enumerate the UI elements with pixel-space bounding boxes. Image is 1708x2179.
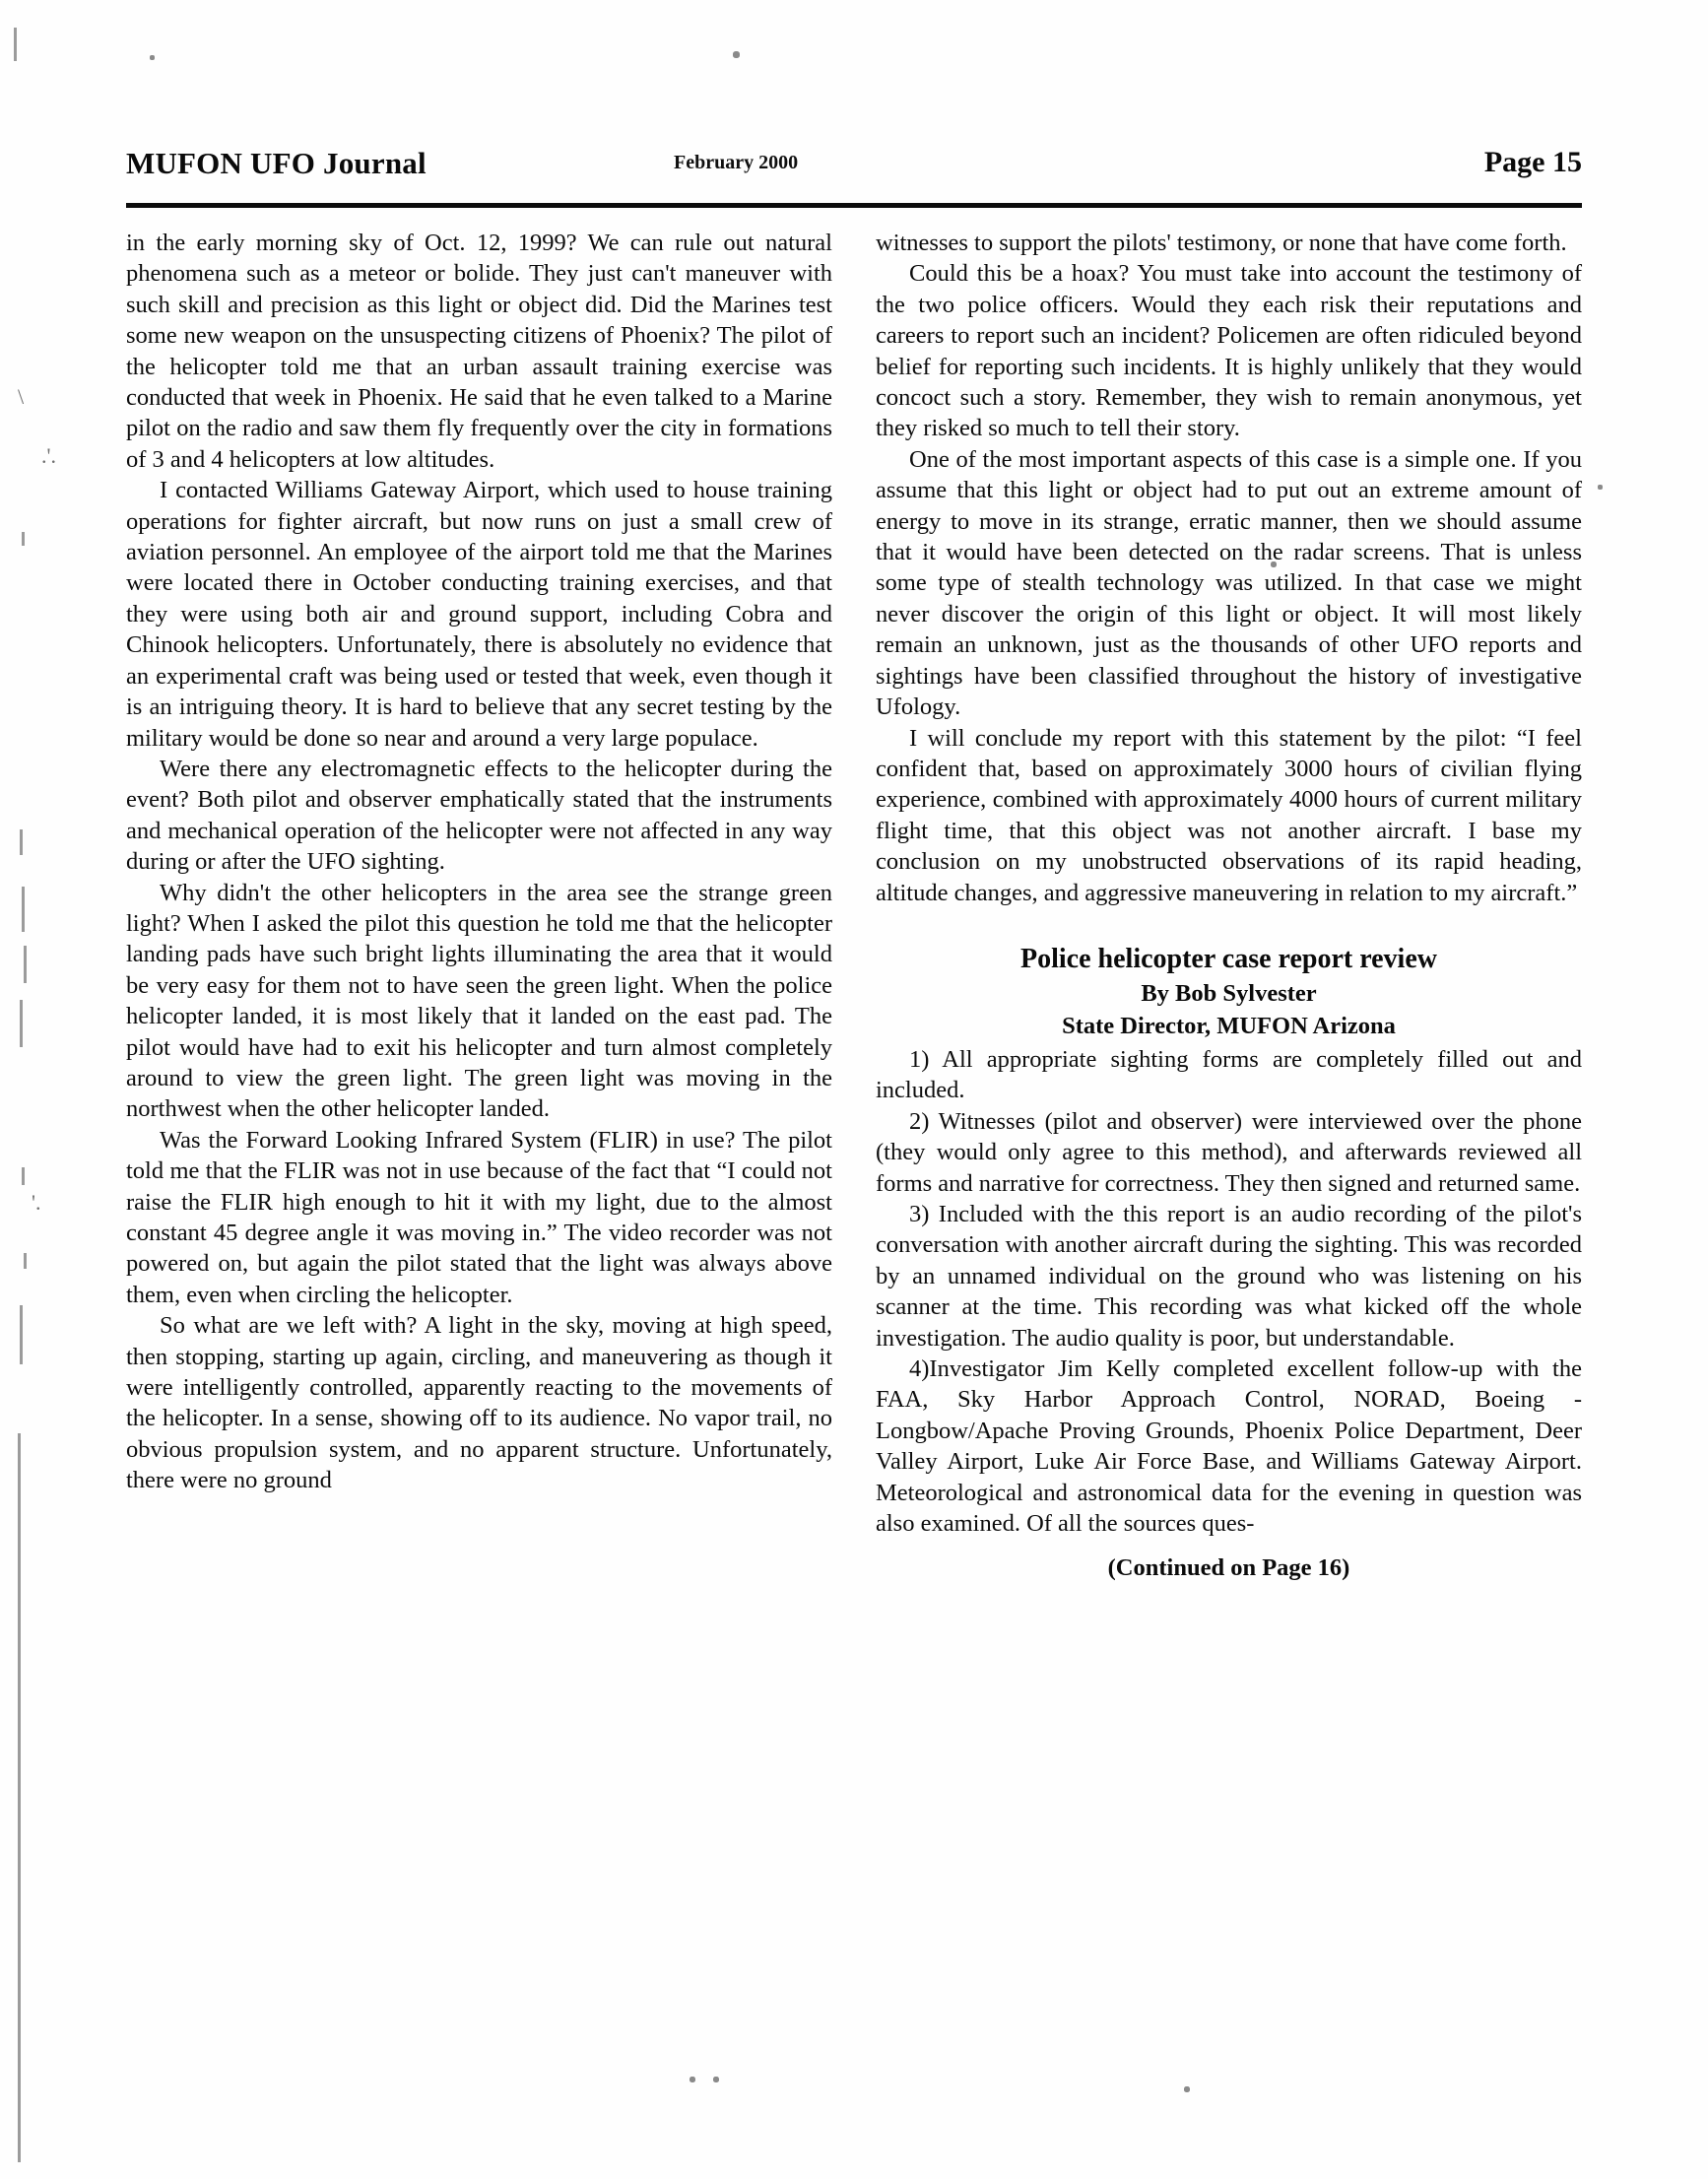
right-column bbox=[876, 228, 1582, 1582]
scan-artifact-speck bbox=[733, 51, 740, 58]
numbered-item: 1) All appropriate sighting forms are completely filled out and included. bbox=[876, 1045, 1582, 1104]
numbered-item: 4)Investigator Jim Kelly completed excellent follow-up with the FAA, Sky Harbor Approach Control, NORAD, Boeing - Longbow/Apache Proving Grounds, Phoenix Police Department, Deer Valley Airport, Luke Air Force Base, and Williams Gateway Airport. Meteorological and astronomical data for the evening in question was also examined. Of all the sources ques- bbox=[876, 1355, 1582, 1538]
page-number: Page 15 bbox=[1483, 146, 1582, 178]
sub-article-title: Police helicopter case report review bbox=[1020, 943, 1437, 974]
scan-artifact-tick bbox=[20, 1305, 23, 1364]
paragraph: One of the most important aspects of this case is a simple one. If you assume that this light or object had to put out an extreme amount of energy to move in its strange, erratic manner, then we should assume that it would have been detected on the radar screens. That is unless some type of stealth technology was utilized. In that case we might never discover the origin of this light or object. It will most likely remain an unknown, just as the thousands of other UFO reports and sightings have been classified throughout the history of investigative Ufology. bbox=[876, 445, 1582, 721]
scan-artifact-speck bbox=[150, 55, 155, 60]
scan-artifact-tick bbox=[20, 829, 23, 855]
paragraph: Could this be a hoax? You must take into account the testimony of the two police officers. Would they each risk their reputations and careers to report such an incident? Policemen are often ridiculed beyond belief for reporting such incidents. It is highly unlikely that they would concoct such a story. Remember, they wish to remain anonymous, yet they risked so much to tell their story. bbox=[876, 260, 1582, 442]
left-column bbox=[126, 228, 832, 1582]
paragraph: I contacted Williams Gateway Airport, which used to house training operations for fighter aircraft, but now runs on just a small crew of aviation personnel. An employee of the airport told me that the Marines were located there in October conducting training exercises, and that they were using both air and ground support, including Cobra and Chinook helicopters. Unfortunately, there is absolutely no evidence that an experimental craft was being used or tested that week, even though it is an intriguing theory. It is hard to believe that any secret testing by the military would be done so near and around a very large populace. bbox=[126, 477, 832, 752]
scan-artifact-edge-line bbox=[14, 28, 17, 61]
numbered-item: 2) Witnesses (pilot and observer) were interviewed over the phone (they would only agree to this method), and afterwards reviewed all forms and narrative for correctness. They then signed and returned same. bbox=[876, 1107, 1582, 1197]
scan-artifact-tick bbox=[22, 1167, 25, 1185]
scan-artifact-tick bbox=[24, 1253, 27, 1269]
page-masthead bbox=[126, 146, 1582, 199]
article-columns bbox=[126, 228, 1582, 1582]
paragraph: Was the Forward Looking Infrared System (FLIR) in use? The pilot told me that the FLIR was not in use because of the fact that “I could not raise the FLIR high enough to hit it with my light, due to the almost constant 45 degree angle it was moving in.” The video recorder was not powered on, but again the pilot stated that the light was always above them, even when circling the helicopter. bbox=[126, 1126, 832, 1308]
paragraph: Why didn't the other helicopters in the area see the strange green light? When I asked the pilot this question he told me that the helicopter landing pads have such bright lights illuminating the area that it would be very easy for them not to have seen the green light. When the police helicopter landed, it is most likely that it landed on the east pad. The pilot would have had to exit his helicopter and turn almost completely around to view the green light. The green light was moving in the northwest when the other helicopter landed. bbox=[126, 879, 832, 1123]
page-content bbox=[126, 146, 1582, 1582]
scan-artifact-tick bbox=[22, 532, 25, 546]
scan-artifact-mark: .'. bbox=[41, 443, 56, 468]
scan-artifact-speck bbox=[1184, 2086, 1190, 2092]
paragraph: in the early morning sky of Oct. 12, 1999? We can rule out natural phenomena such as a meteor or bolide. They just can't maneuver with such skill and precision as this light or object did. Did the Marines test some new weapon on the unsuspecting citizens of Phoenix? The pilot of the helicopter told me that an urban assault training exercise was conducted that week in Phoenix. He said that he even talked to a Marine pilot on the radio and saw them fly frequently over the city in formations of 3 and 4 helicopters at low altitudes. bbox=[126, 230, 832, 473]
scan-artifact-speck bbox=[1598, 485, 1603, 490]
paragraph: Were there any electromagnetic effects to the helicopter during the event? Both pilot and observer emphatically stated that the instruments and mechanical operation of the helicopter were not affected in any way during or after the UFO sighting. bbox=[126, 755, 832, 876]
issue-date: February 2000 bbox=[674, 152, 799, 173]
scan-artifact-tick bbox=[24, 946, 27, 983]
sub-article-heading bbox=[876, 942, 1582, 1042]
scan-artifact-speck bbox=[713, 2077, 719, 2082]
paragraph: witnesses to support the pilots' testimony, or none that have come forth. bbox=[876, 230, 1567, 256]
continued-note: (Continued on Page 16) bbox=[1107, 1554, 1350, 1582]
scan-artifact-speck bbox=[690, 2077, 695, 2082]
journal-title: MUFON UFO Journal bbox=[126, 146, 427, 180]
paragraph: So what are we left with? A light in the sky, moving at high speed, then stopping, starting up again, circling, and maneuvering as though it were intelligently controlled, apparently reacting to the movements of the helicopter. In a sense, showing off to its audience. No vapor trail, no obvious propulsion system, and no apparent structure. Unfortunately, there were no ground bbox=[126, 1312, 832, 1494]
masthead-divider bbox=[126, 203, 1582, 208]
paragraph: I will conclude my report with this statement by the pilot: “I feel confident that, based on approximately 3000 hours of civilian flying experience, combined with approximately 4000 hours of current military flight time, that this object was not another aircraft. I base my conclusion on my unobstructed observations of its rapid heading, altitude changes, and aggressive maneuvering in relation to my aircraft.” bbox=[876, 724, 1582, 906]
scan-artifact-tick bbox=[20, 1000, 23, 1047]
scan-artifact-mark: '. bbox=[32, 1190, 41, 1215]
scan-artifact-edge-line bbox=[18, 1433, 21, 2162]
scan-artifact-tick bbox=[22, 887, 25, 932]
scan-artifact-mark: \ bbox=[18, 384, 25, 409]
sub-article-affiliation: State Director, MUFON Arizona bbox=[1062, 1012, 1396, 1039]
numbered-item: 3) Included with the this report is an audio recording of the pilot's conversation with another aircraft during the sighting. This was recorded by an unnamed individual on the ground who was listening on his scanner at the time. This recording was what kicked off the whole investigation. The audio quality is poor, but understandable. bbox=[876, 1200, 1582, 1352]
sub-article-byline: By Bob Sylvester bbox=[1141, 979, 1317, 1007]
